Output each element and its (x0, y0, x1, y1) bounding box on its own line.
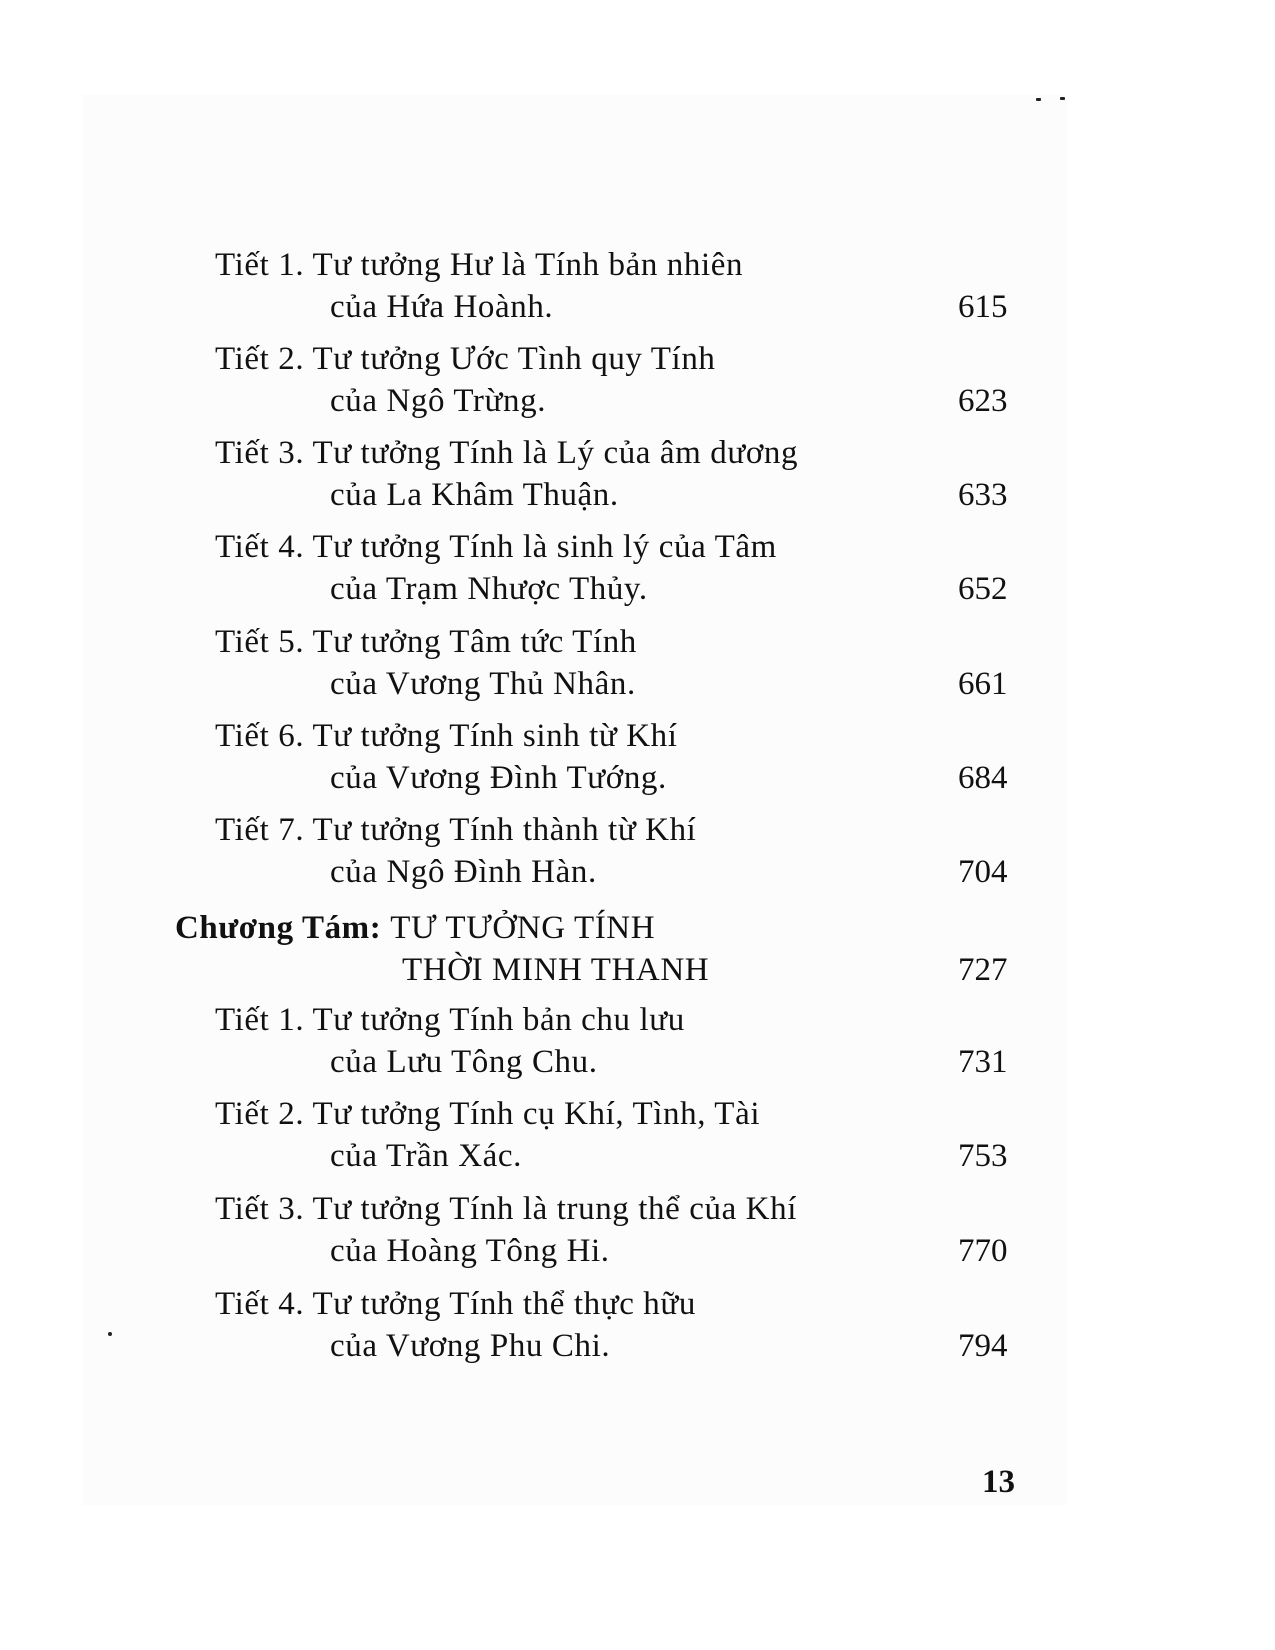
section-subtitle: của Ngô Đình Hàn. (330, 854, 597, 890)
toc-entry-title (215, 622, 637, 662)
toc-entry-title (215, 1284, 696, 1324)
page-ref: 684 (958, 760, 1008, 796)
section-label: Tiết 1. (215, 247, 305, 283)
section-title: Tư tưởng Tính cụ Khí, Tình, Tài (312, 1096, 761, 1132)
toc-entry (0, 527, 1275, 617)
page-ref: 753 (958, 1138, 1008, 1174)
page-ref: 731 (958, 1044, 1008, 1080)
section-title: Tư tưởng Tính sinh từ Khí (312, 718, 678, 754)
scan-speck (1060, 97, 1065, 100)
section-title: Tư tưởng Tính thể thực hữu (312, 1286, 696, 1322)
chapter-subtitle: THỜI MINH THANH (402, 952, 710, 988)
section-title: Tư tưởng Tính bản chu lưu (312, 1002, 685, 1038)
toc-entry (0, 433, 1275, 523)
section-title: Tư tưởng Tính là sinh lý của Tâm (312, 529, 777, 565)
toc-entry (0, 1189, 1275, 1279)
toc-entry (0, 622, 1275, 712)
page-ref: 704 (958, 854, 1008, 890)
toc-entry-title (215, 810, 696, 850)
section-label: Tiết 7. (215, 812, 305, 848)
section-title: Tư tưởng Tâm tức Tính (312, 624, 637, 660)
section-title: Tư tưởng Tính thành từ Khí (312, 812, 697, 848)
section-title: Tư tưởng Tính là trung thể của Khí (312, 1191, 797, 1227)
section-subtitle: của Trạm Nhược Thủy. (330, 571, 648, 607)
section-subtitle: của Hứa Hoành. (330, 289, 554, 325)
page-ref: 615 (958, 289, 1008, 325)
page-ref: 661 (958, 666, 1008, 702)
page-ref: 623 (958, 383, 1008, 419)
page-ref: 794 (958, 1328, 1008, 1364)
section-label: Tiết 2. (215, 341, 305, 377)
page-ref: 770 (958, 1233, 1008, 1269)
page-ref: 633 (958, 477, 1008, 513)
toc-entry (0, 1284, 1275, 1374)
section-title: Tư tưởng Hư là Tính bản nhiên (312, 247, 744, 283)
toc-entry-title (215, 716, 678, 756)
toc-entry-title (215, 245, 743, 285)
section-label: Tiết 3. (215, 1191, 305, 1227)
section-subtitle: của Vương Đình Tướng. (330, 760, 667, 796)
toc-entry (0, 716, 1275, 806)
section-subtitle: của Ngô Trừng. (330, 383, 547, 419)
section-title: Tư tưởng Tính là Lý của âm dương (312, 435, 799, 471)
section-subtitle: của Vương Phu Chi. (330, 1328, 611, 1364)
toc-entry-title (215, 1094, 760, 1134)
section-label: Tiết 3. (215, 435, 305, 471)
toc-entry (0, 1094, 1275, 1184)
toc-entry (0, 1000, 1275, 1090)
chapter-title: TƯ TƯỞNG TÍNH (390, 910, 656, 946)
toc-entry (0, 339, 1275, 429)
section-label: Tiết 4. (215, 529, 305, 565)
section-label: Tiết 4. (215, 1286, 305, 1322)
toc-entry-title (215, 433, 798, 473)
section-subtitle: của Hoàng Tông Hi. (330, 1233, 610, 1269)
page-ref: 652 (958, 571, 1008, 607)
chapter-entry (0, 908, 1275, 998)
section-label: Tiết 5. (215, 624, 305, 660)
chapter-heading (175, 908, 655, 948)
section-label: Tiết 2. (215, 1096, 305, 1132)
page-number: 13 (982, 1464, 1015, 1500)
section-subtitle: của Trần Xác. (330, 1138, 523, 1174)
section-subtitle: của Lưu Tông Chu. (330, 1044, 598, 1080)
scan-speck (1036, 98, 1041, 101)
toc-entry-title (215, 1000, 685, 1040)
toc-entry-title (215, 339, 716, 379)
section-label: Tiết 1. (215, 1002, 305, 1038)
section-title: Tư tưởng Ước Tình quy Tính (312, 341, 716, 377)
page-ref: 727 (958, 952, 1008, 988)
toc-entry-title (215, 527, 777, 567)
chapter-label: Chương Tám: (175, 910, 382, 946)
scan-speck (108, 1332, 112, 1336)
section-subtitle: của Vương Thủ Nhân. (330, 666, 636, 702)
section-subtitle: của La Khâm Thuận. (330, 477, 619, 513)
toc-entry (0, 245, 1275, 335)
toc-entry-title (215, 1189, 797, 1229)
section-label: Tiết 6. (215, 718, 305, 754)
toc-entry (0, 810, 1275, 900)
